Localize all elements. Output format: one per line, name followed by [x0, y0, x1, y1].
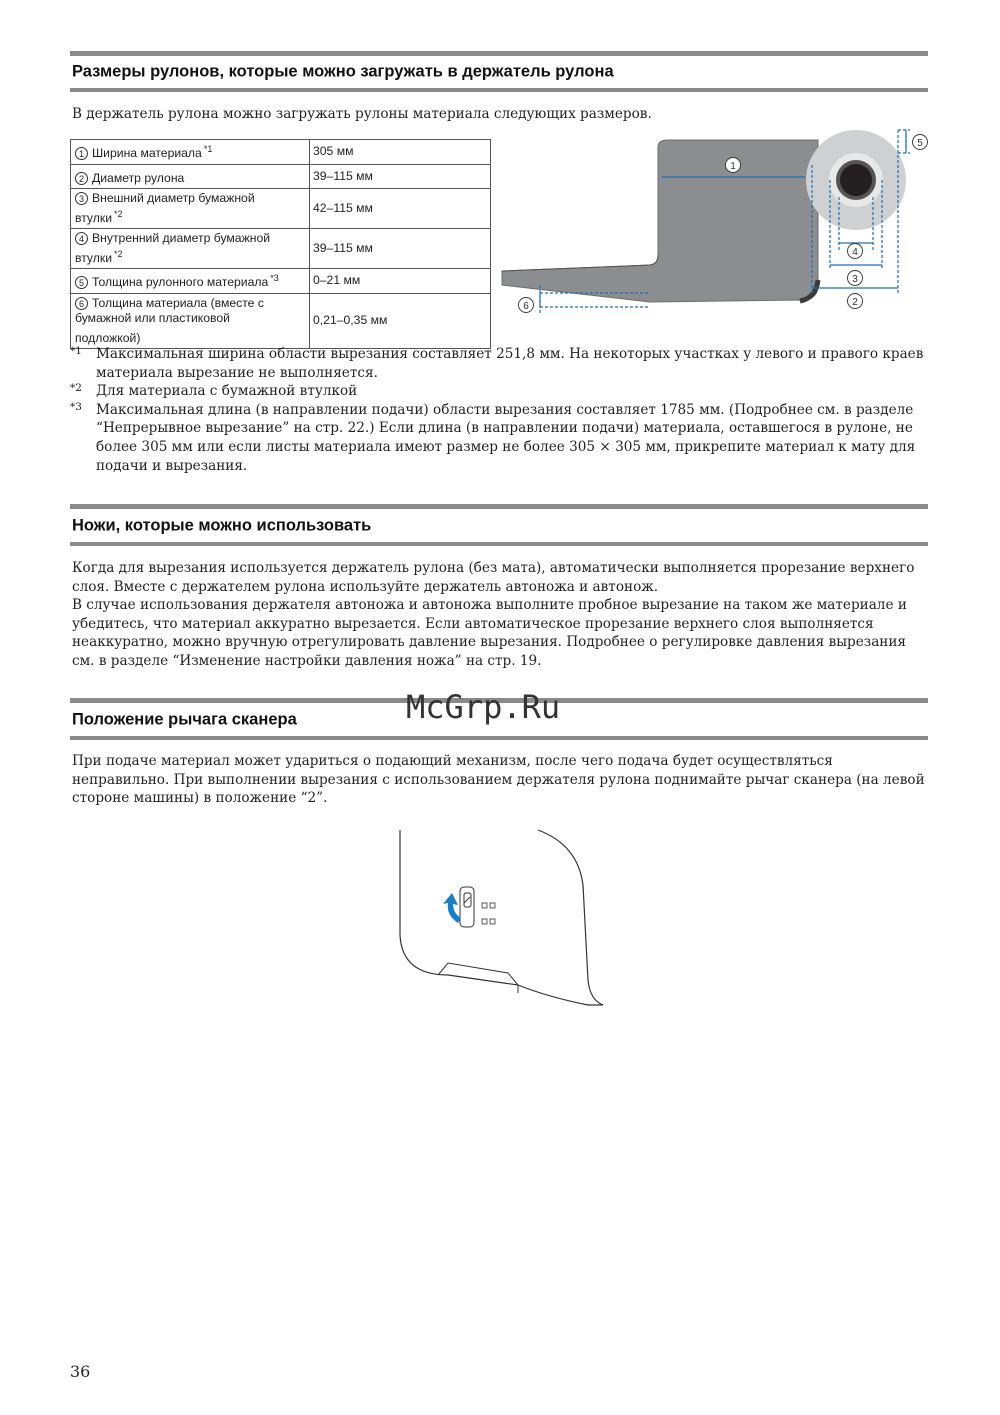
table-row — [71, 293, 491, 349]
size-value: 39–115 мм — [310, 229, 491, 269]
section-header-roll-sizes — [70, 51, 928, 92]
footnote-2: *2 Для материала с бумажной втулкой — [70, 382, 358, 400]
table-row — [71, 164, 491, 189]
size-label-line1: Толщина материала (вместе с — [92, 295, 264, 310]
section-title: Размеры рулонов, которые можно загружать в держатель рулона — [72, 62, 614, 81]
size-label-line3: подложкой) — [75, 330, 141, 345]
size-value: 42–115 мм — [310, 189, 491, 229]
table-row — [71, 189, 491, 229]
size-label-line1: Диаметр рулона — [92, 170, 185, 185]
table-row — [71, 269, 491, 294]
size-label — [71, 269, 310, 294]
table-row — [71, 140, 491, 165]
size-label — [71, 229, 310, 269]
footnote-1: *1 Максимальная ширина области вырезания составляет 251,8 мм. На некоторых участках у левого и правого краев материала вырезание не выполняется. — [70, 345, 924, 381]
table-row — [71, 229, 491, 269]
number-badge: 6 — [75, 297, 88, 310]
scanner-lever-text: При подаче материал может удариться о подающий механизм, после чего подача будет осуществляться неправильно. При выполнении вырезания с использованием держателя рулона поднимайте рычаг сканера (на левой стороне машины) в положение “2”. — [72, 753, 925, 807]
section-title: Положение рычага сканера — [72, 710, 297, 728]
section-header-blades — [70, 504, 928, 546]
footnote-ref: *2 — [114, 248, 123, 259]
size-label-line1: Внутренний диаметр бумажной — [92, 231, 271, 245]
intro-text: В держатель рулона можно загружать рулоны материала следующих размеров. — [72, 106, 652, 122]
footnote-ref: *3 — [270, 273, 279, 283]
section-title: Ножи, которые можно использовать — [72, 516, 372, 534]
fig-label-4: 4 — [852, 247, 858, 258]
size-value: 305 мм — [310, 140, 491, 165]
blades-text — [72, 559, 928, 671]
size-value: 39–115 мм — [310, 164, 491, 189]
number-badge: 3 — [75, 192, 88, 205]
footnotes — [70, 345, 930, 475]
number-badge: 2 — [75, 172, 88, 185]
size-label — [71, 164, 310, 189]
blades-paragraph-1: Когда для вырезания используется держатель рулона (без мата), автоматически выполняется прорезание верхнего слоя. Вместе с держателем рулона используйте держатель автоножа и автонож. — [72, 560, 915, 595]
size-label-line2: втулки — [75, 250, 113, 265]
size-label-line2: бумажной или пластиковой — [75, 311, 230, 325]
size-label-line1: Ширина материала — [92, 146, 202, 160]
size-label-line2: втулки — [75, 210, 113, 225]
footnote-ref: *2 — [114, 208, 123, 219]
page-number: 36 — [70, 1362, 91, 1381]
roll-diagram — [500, 125, 940, 325]
fig-label-6: 6 — [523, 301, 529, 312]
number-badge: 4 — [75, 232, 88, 245]
size-value: 0,21–0,35 мм — [310, 293, 491, 349]
footnote-ref: *1 — [203, 144, 213, 154]
watermark: McGrp.Ru — [406, 688, 561, 726]
size-label — [71, 189, 310, 229]
fig-label-2: 2 — [852, 297, 858, 308]
fig-label-5: 5 — [917, 138, 923, 149]
blades-paragraph-2: В случае использования держателя автоножа и автоножа выполните пробное вырезание на таком же материале и убедитесь, что материал аккуратно вырезается. Если автоматическое прорезание верхнего слоя выполняется неаккуратно, можно вручную отрегулировать давление вырезания. Подробнее о регулировке давления вырезания см. в разделе “Изменение настройки давления ножа” на стр. 19. — [72, 597, 907, 669]
size-label-line1: Внешний диаметр бумажной — [92, 191, 255, 205]
number-badge: 1 — [75, 147, 88, 160]
footnote-3: *3 Максимальная длина (в направлении подачи) области вырезания составляет 1785 мм. (Подробнее см. в разделе “Непрерывное вырезание” на стр. 22.) Если длина (в направлении подачи) материала, оставшегося в рулоне, не более 305 мм или если листы материала имеют размер не более 305 × 305 мм, прикрепите материал к мату для подачи и вырезания. — [70, 400, 916, 474]
roll-sizes-table — [70, 139, 491, 349]
core-hole — [838, 162, 874, 198]
size-label-line1: Толщина рулонного материала — [92, 275, 269, 289]
size-value: 0–21 мм — [310, 269, 491, 294]
fig-label-3: 3 — [852, 274, 858, 285]
fig-label-1: 1 — [730, 161, 736, 172]
size-label — [71, 140, 310, 165]
size-label — [71, 293, 310, 349]
number-badge: 5 — [75, 276, 88, 289]
material-sheet — [502, 140, 818, 302]
machine-side-illustration — [388, 825, 618, 1015]
lever-up-arrow-icon — [443, 893, 461, 923]
